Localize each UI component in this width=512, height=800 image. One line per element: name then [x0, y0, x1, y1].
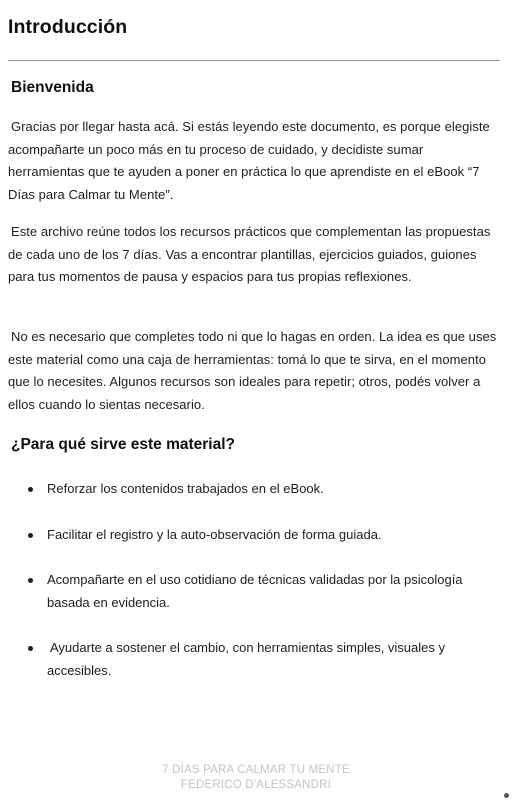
list-item: [0, 478, 500, 501]
bullet-icon: [28, 578, 33, 583]
list-item: [0, 524, 500, 547]
paragraph-text: No es necesario que completes todo ni que lo hagas en orden. La idea es que uses este material como una caja de herramientas: tomá lo que te sirva, en el momento que lo necesites. Algunos recursos son ideales para repetir; otros, podés volver a ellos cuando lo sientas necesario.: [8, 329, 497, 412]
footer-author: FEDERICO D'ALESSANDRI: [180, 779, 332, 791]
page-footer: [0, 763, 512, 793]
page-marker-dot: [504, 793, 509, 798]
bullet-icon: [28, 533, 33, 538]
welcome-paragraph-1: [8, 116, 500, 206]
list-item-text: Ayudarte a sostener el cambio, con herramientas simples, visuales y accesibles.: [47, 640, 446, 678]
section-heading-purpose: ¿Para qué sirve este material?: [11, 436, 236, 453]
list-item-text: Acompañarte en el uso cotidiano de técnicas validadas por la psicología basada en evidencia.: [47, 572, 463, 610]
list-item-text: Reforzar los contenidos trabajados en el eBook.: [47, 481, 324, 496]
bullet-icon: [28, 487, 33, 492]
purpose-list: [0, 478, 500, 682]
welcome-paragraph-3: [8, 326, 500, 416]
welcome-paragraph-2: [8, 221, 500, 289]
paragraph-text: Este archivo reúne todos los recursos prácticos que complementan las propuestas de cada uno de los 7 días. Vas a encontrar plantillas, ejercicios guiados, guiones para tus momentos de pausa y espacios para tus propias reflexiones.: [8, 224, 491, 284]
section-heading-welcome: Bienvenida: [11, 79, 94, 96]
footer-book-title: 7 DÍAS PARA CALMAR TU MENTE: [162, 764, 350, 776]
list-item: [0, 637, 500, 682]
horizontal-divider: [8, 60, 500, 61]
page-title: Introducción: [8, 16, 128, 38]
list-item: [0, 569, 500, 614]
paragraph-text: Gracias por llegar hasta acá. Si estás leyendo este documento, es porque elegiste acompañarte un poco más en tu proceso de cuidado, y decidiste sumar herramientas que te ayuden a poner en práctica lo que aprendiste en el eBook “7 Días para Calmar tu Mente”.: [8, 119, 490, 202]
bullet-icon: [28, 646, 33, 651]
list-item-text: Facilitar el registro y la auto-observación de forma guiada.: [47, 526, 382, 542]
